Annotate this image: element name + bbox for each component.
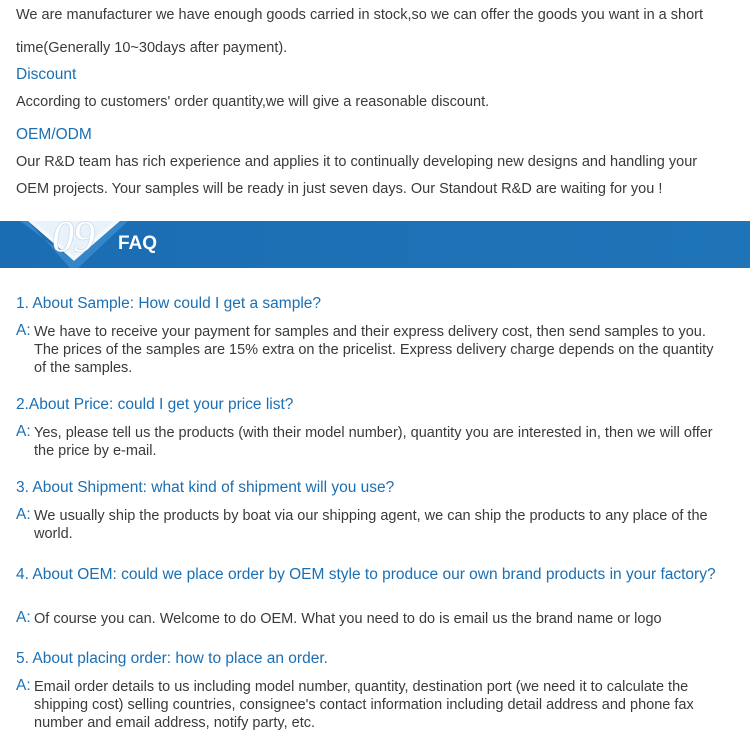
oem-odm-line-1: Our R&D team has rich experience and applies it to continually developing new designs and handling your	[16, 154, 698, 170]
faq-answer-label-3: A:	[16, 506, 31, 523]
faq-answer-1: We have to receive your payment for samples and their express delivery cost, then send samples to you. The prices of the samples are 15% extra on the pricelist. Express delivery charge depends on the quantity of the samples.	[34, 324, 714, 376]
faq-answer-label-5: A:	[16, 677, 31, 694]
faq-answer-label-1: A:	[16, 322, 31, 339]
faq-answer-3: We usually ship the products by boat via our shipping agent, we can ship the products to any place of the world.	[34, 508, 708, 542]
faq-question-5: 5. About placing order: how to place an order.	[16, 650, 328, 667]
faq-answer-label-4: A:	[16, 609, 31, 626]
faq-question-4: 4. About OEM: could we place order by OEM style to produce our own brand products in your factory?	[16, 566, 716, 583]
faq-answer-5: Email order details to us including model number, quantity, destination port (we need it to calculate the shipping cost) selling countries, consignee's contact information including detail address and phone fax number and email address, notify party, etc.	[34, 679, 694, 731]
intro-line-1: We are manufacturer we have enough goods carried in stock,so we can offer the goods you want in a short	[16, 7, 704, 23]
faq-answer-2: Yes, please tell us the products (with their model number), quantity you are interested in, then we will offer the price by e-mail.	[34, 425, 713, 459]
discount-heading: Discount	[16, 66, 77, 83]
faq-banner	[0, 212, 750, 268]
intro-line-2: time(Generally 10~30days after payment).	[16, 40, 288, 56]
banner-shape	[0, 221, 750, 268]
oem-odm-heading: OEM/ODM	[16, 126, 92, 143]
faq-question-2: 2.About Price: could I get your price list?	[16, 396, 294, 413]
faq-question-1: 1. About Sample: How could I get a sample?	[16, 295, 322, 312]
faq-answer-4: Of course you can. Welcome to do OEM. What you need to do is email us the brand name or logo	[34, 611, 662, 627]
faq-answer-label-2: A:	[16, 423, 31, 440]
section-number: 09	[52, 212, 94, 261]
faq-title: FAQ	[118, 233, 158, 254]
oem-odm-line-2: OEM projects. Your samples will be ready in just seven days. Our Standout R&D are waiting for you !	[16, 181, 663, 197]
faq-question-3: 3. About Shipment: what kind of shipment will you use?	[16, 479, 395, 496]
discount-text: According to customers' order quantity,we will give a reasonable discount.	[16, 94, 490, 110]
